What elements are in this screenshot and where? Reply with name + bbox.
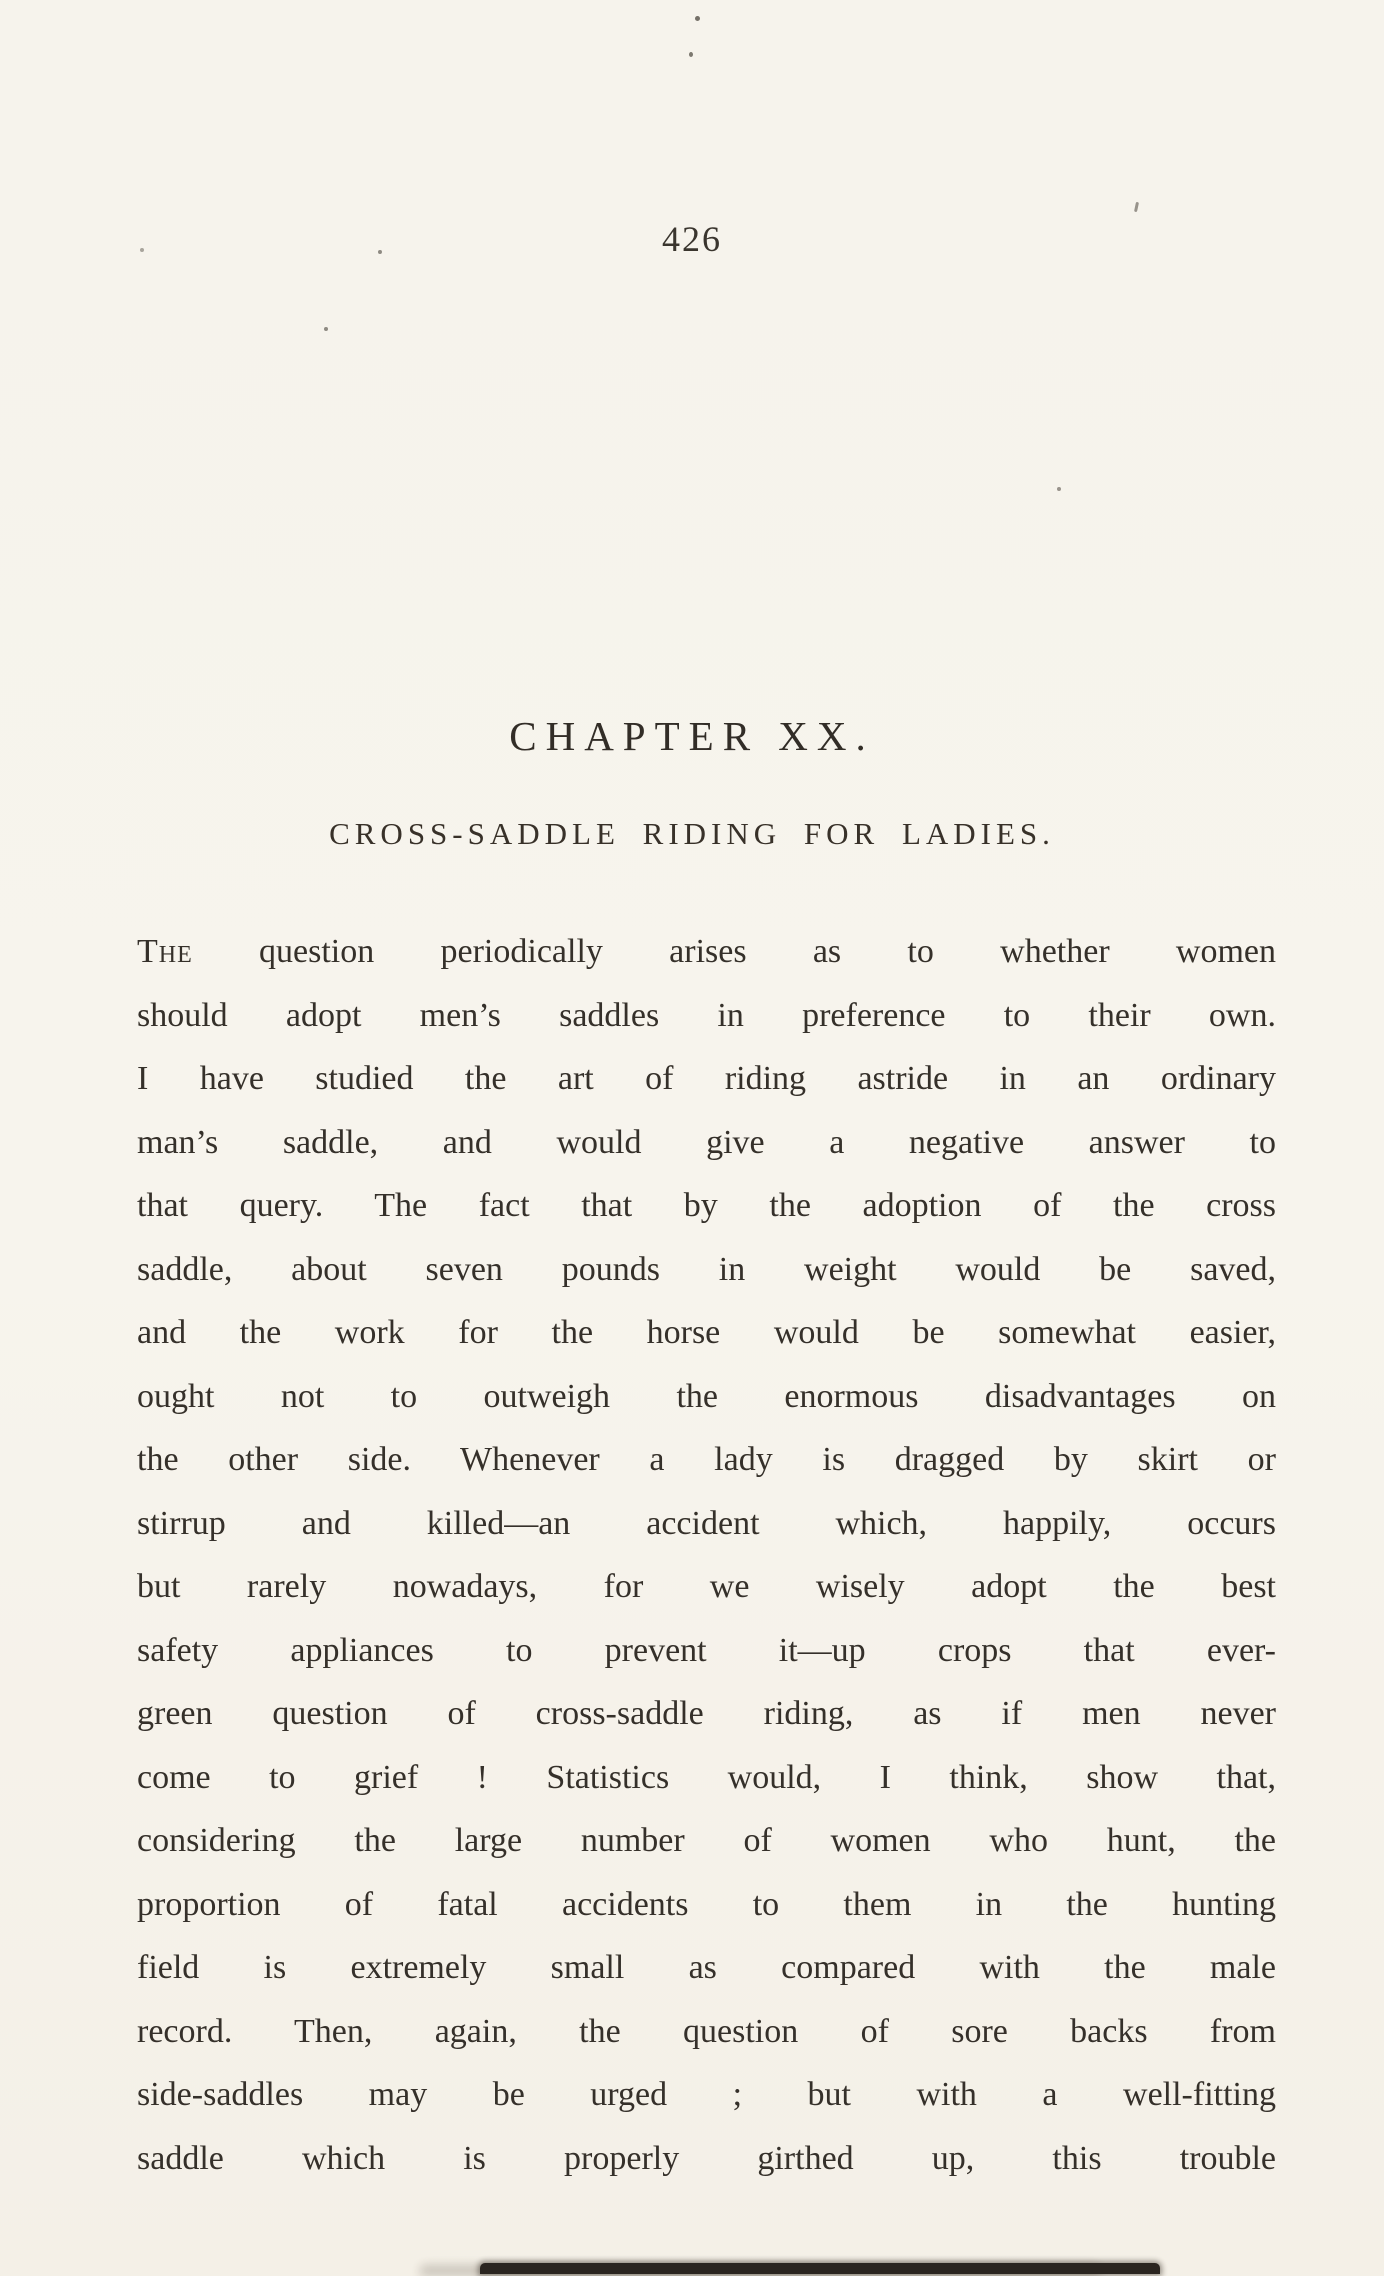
- chapter-subtitle: CROSS-SADDLE RIDING FOR LADIES.: [329, 816, 1055, 851]
- body-text-line: come to grief ! Statistics would, I think, show that,: [137, 1758, 1276, 1796]
- body-text-line: considering the large number of women who hunt, the: [137, 1822, 1276, 1859]
- body-text-line: proportion of fatal accidents to them in the hunting: [137, 1885, 1276, 1923]
- body-text-line: should adopt men’s saddles in preference to their own.: [137, 996, 1276, 1034]
- body-text-line: record. Then, again, the question of sore backs from: [137, 2012, 1276, 2050]
- body-text-line: saddle which is properly girthed up, this trouble: [137, 2139, 1276, 2177]
- body-text-line: I have studied the art of riding astride in an ordinary: [137, 1060, 1276, 1097]
- scan-artifact-line: [480, 2263, 1160, 2274]
- chapter-heading: CHAPTER XX.: [509, 713, 875, 759]
- body-text-line: man’s saddle, and would give a negative answer to: [137, 1123, 1276, 1161]
- body-text-line: field is extremely small as compared with the male: [137, 1949, 1276, 1986]
- body-text-line: but rarely nowadays, for we wisely adopt the best: [137, 1568, 1276, 1605]
- body-text-line: ought not to outweigh the enormous disadvantages on: [137, 1377, 1276, 1415]
- scan-speck: [1057, 487, 1061, 491]
- body-text-line: the other side. Whenever a lady is dragged by skirt or: [137, 1441, 1276, 1478]
- body-text-line: and the work for the horse would be somewhat easier,: [137, 1314, 1276, 1351]
- page-number: 426: [662, 219, 722, 259]
- body-text-line: safety appliances to prevent it—up crops that ever-: [137, 1631, 1276, 1669]
- body-text-line: stirrup and killed—an accident which, happily, occurs: [137, 1504, 1276, 1542]
- lead-word: The: [137, 933, 193, 970]
- body-text-line: The question periodically arises as to whether women: [137, 933, 1276, 970]
- scan-speck: [689, 52, 693, 57]
- scan-speck: [324, 327, 328, 331]
- scan-speck: [695, 16, 700, 21]
- body-text-line: that query. The fact that by the adoption of the cross: [137, 1187, 1276, 1224]
- body-text-line: green question of cross-saddle riding, as if men never: [137, 1695, 1276, 1732]
- body-text-line: saddle, about seven pounds in weight would be saved,: [137, 1250, 1276, 1288]
- scan-speck: [1134, 202, 1139, 212]
- body-text-line: side-saddles may be urged ; but with a well-fitting: [137, 2076, 1276, 2113]
- body-paragraph: [137, 920, 1276, 2190]
